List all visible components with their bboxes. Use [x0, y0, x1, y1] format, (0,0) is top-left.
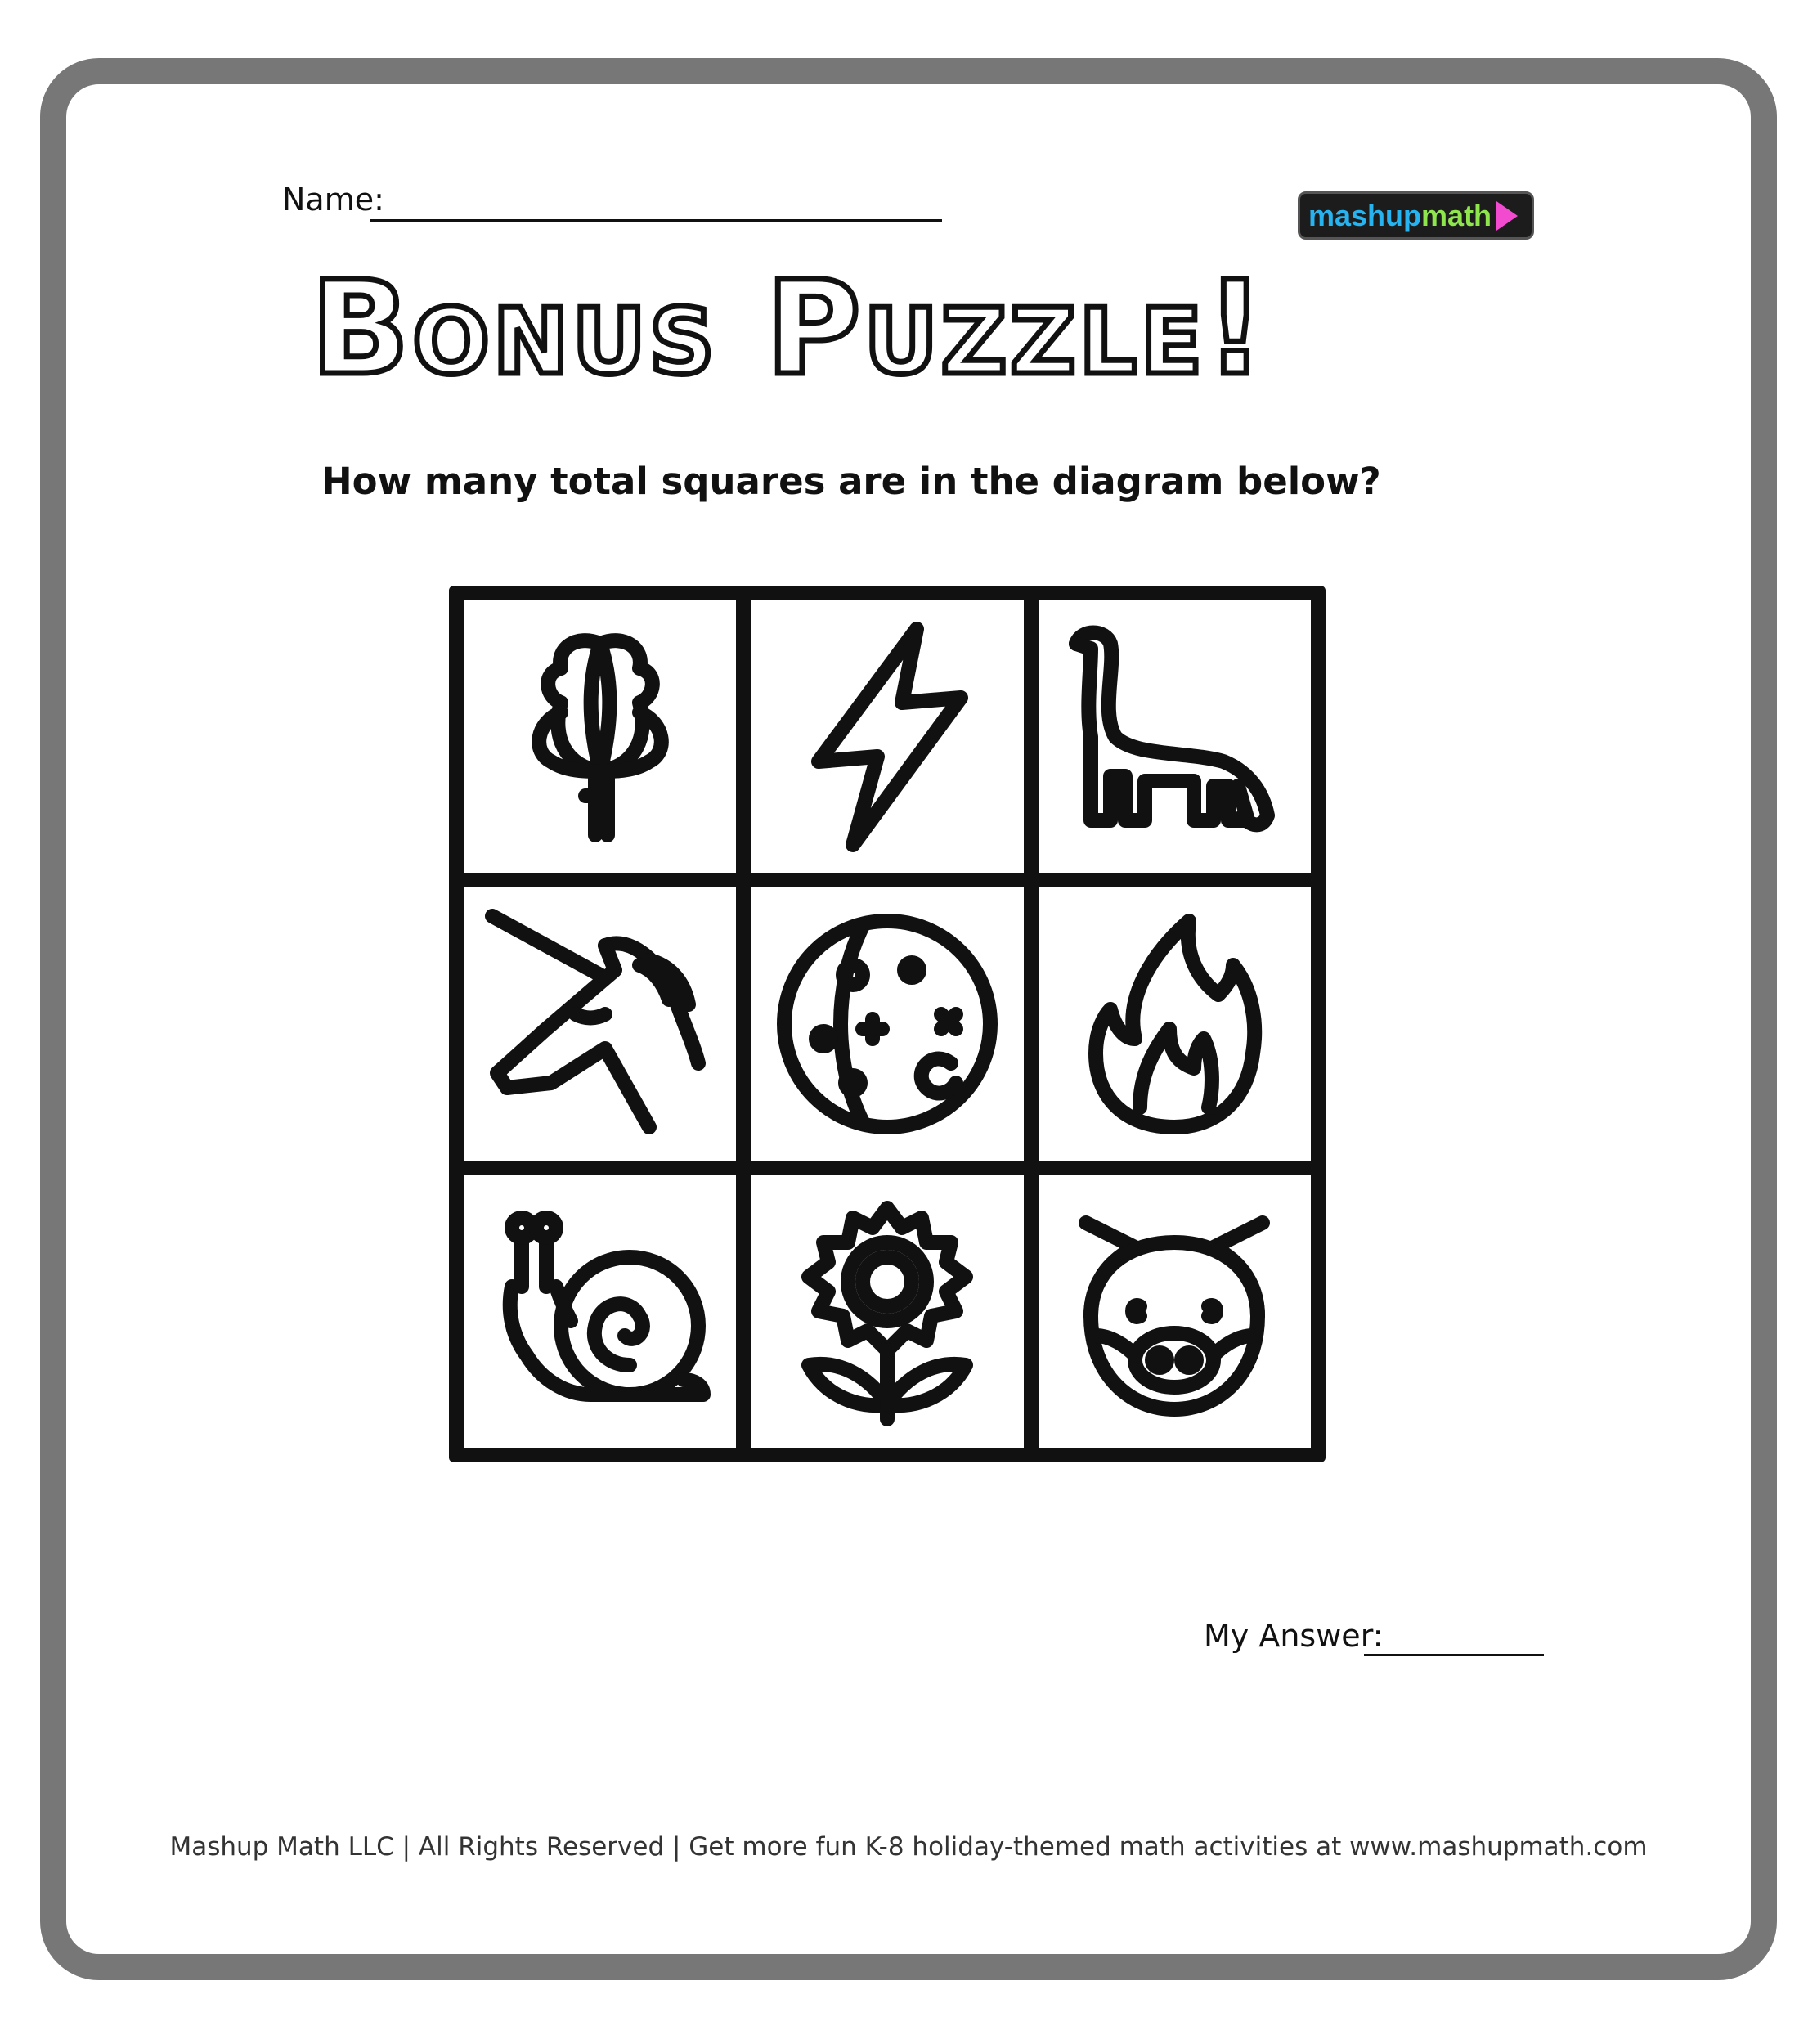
- dinosaur-icon: [1052, 614, 1297, 860]
- sunflower-icon: [765, 1188, 1010, 1434]
- question-text: How many total squares are in the diagram below?: [321, 460, 1381, 503]
- puzzle-grid: [449, 586, 1326, 1462]
- logo-text-mashup: mashup: [1308, 198, 1422, 232]
- grid-cell-sunflower: [751, 1175, 1023, 1448]
- answer-field[interactable]: [1364, 1654, 1544, 1656]
- rose-icon: [478, 614, 723, 860]
- grid-cell-snail: [464, 1175, 736, 1448]
- grid-cell-rose: [464, 600, 736, 873]
- moon-icon: [765, 901, 1010, 1147]
- pig-icon: [1052, 1188, 1297, 1434]
- name-label: Name:: [282, 182, 384, 218]
- page-title: Bonus Puzzle!: [311, 254, 1268, 404]
- lightning-icon: [765, 614, 1010, 860]
- grid-cell-dinosaur: [1039, 600, 1311, 873]
- grid-cell-lightning: [751, 600, 1023, 873]
- grid-cell-pig: [1039, 1175, 1311, 1448]
- logo-text-math: math: [1421, 198, 1492, 232]
- snail-icon: [478, 1188, 723, 1434]
- play-icon: [1496, 201, 1518, 231]
- footer-text: Mashup Math LLC | All Rights Reserved | Get more fun K-8 holiday-themed math activities at www.mashupmath.com: [169, 1832, 1648, 1862]
- grid-cell-moon: [751, 887, 1023, 1160]
- grid-cell-fire: [1039, 887, 1311, 1160]
- name-field[interactable]: [370, 219, 942, 222]
- grid-cell-unicorn: [464, 887, 736, 1160]
- unicorn-icon: [478, 901, 723, 1147]
- fire-icon: [1052, 901, 1297, 1147]
- mashupmath-logo: [1298, 191, 1534, 240]
- answer-label: My Answer:: [1204, 1618, 1384, 1654]
